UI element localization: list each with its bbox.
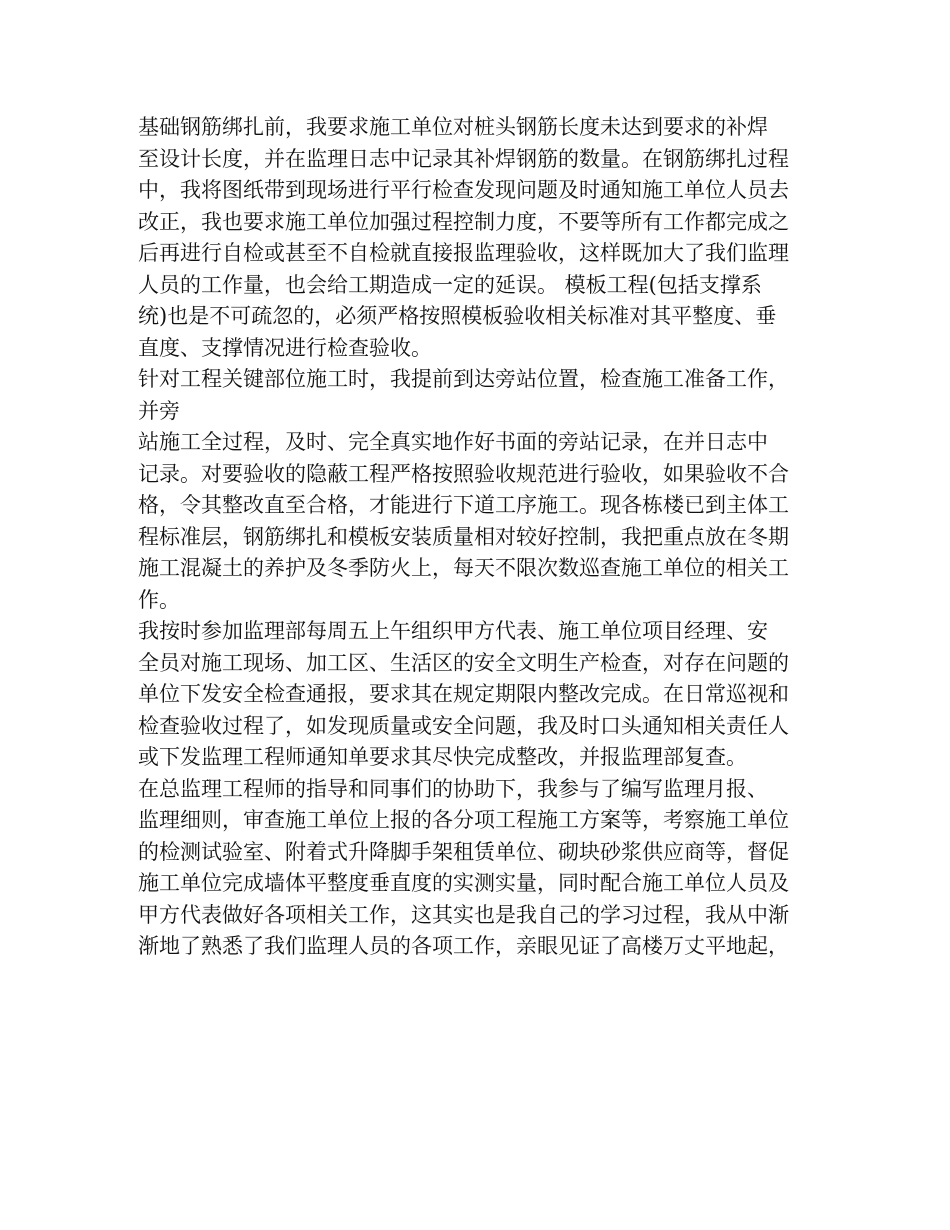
- text-line: 人员的工作量，也会给工期造成一定的延误。 模板工程(包括支撑系: [138, 272, 762, 297]
- text-line: 后再进行自检或甚至不自检就直接报监理验收，这样既加大了我们监理: [138, 241, 789, 265]
- text-line: 施工混凝土的养护及冬季防火上，每天不限次数巡查施工单位的相关工: [138, 556, 789, 580]
- text-line: 全员对施工现场、加工区、生活区的安全文明生产检查，对存在问题的: [138, 650, 789, 675]
- text-line: 检查验收过程了，如发现质量或安全问题，我及时口头通知相关责任人: [138, 713, 789, 738]
- text-line: 直度、支撑情况进行检查验收。: [138, 335, 432, 360]
- text-line: 基础钢筋绑扎前，我要求施工单位对桩头钢筋长度未达到要求的补焊: [138, 115, 768, 139]
- text-line: 单位下发安全检查通报，要求其在规定期限内整改完成。在日常巡视和: [138, 682, 789, 706]
- text-line: 作。: [138, 587, 180, 612]
- text-line: 中，我将图纸带到现场进行平行检查发现问题及时通知施工单位人员去: [138, 178, 789, 202]
- text-line: 施工单位完成墙体平整度垂直度的实测实量，同时配合施工单位人员及: [138, 871, 789, 895]
- text-line: 至设计长度，并在监理日志中记录其补焊钢筋的数量。在钢筋绑扎过程: [138, 146, 789, 171]
- text-line: 的检测试验室、附着式升降脚手架租赁单位、砌块砂浆供应商等，督促: [138, 839, 789, 864]
- text-line: 并旁: [138, 398, 180, 423]
- text-line: 甲方代表做好各项相关工作，这其实也是我自己的学习过程，我从中渐: [138, 902, 789, 927]
- text-line: 或下发监理工程师通知单要求其尽快完成整改，并报监理部复查。: [138, 745, 747, 769]
- text-line: 记录。对要验收的隐蔽工程严格按照验收规范进行验收，如果验收不合: [138, 461, 789, 486]
- text-line: 改正，我也要求施工单位加强过程控制力度，不要等所有工作都完成之: [138, 209, 789, 234]
- text-line: 格，令其整改直至合格，才能进行下道工序施工。现各栋楼已到主体工: [138, 493, 789, 517]
- text-line: 渐地了熟悉了我们监理人员的各项工作，亲眼见证了高楼万丈平地起，: [138, 934, 789, 958]
- text-line: 统)也是不可疏忽的，必须严格按照模板验收相关标准对其平整度、垂: [138, 304, 777, 328]
- text-line: 程标准层，钢筋绑扎和模板安装质量相对较好控制，我把重点放在冬期: [138, 524, 789, 549]
- text-line: 站施工全过程，及时、完全真实地作好书面的旁站记录，在并日志中: [138, 430, 768, 454]
- text-line: 监理细则，审查施工单位上报的各分项工程施工方案等，考察施工单位: [138, 808, 789, 832]
- text-line: 在总监理工程师的指导和同事们的协助下，我参与了编写监理月报、: [138, 776, 768, 801]
- text-line: 我按时参加监理部每周五上午组织甲方代表、施工单位项目经理、安: [138, 619, 768, 643]
- text-line: 针对工程关键部位施工时，我提前到达旁站位置，检查施工准备工作，: [138, 367, 789, 391]
- document-body: [138, 112, 818, 963]
